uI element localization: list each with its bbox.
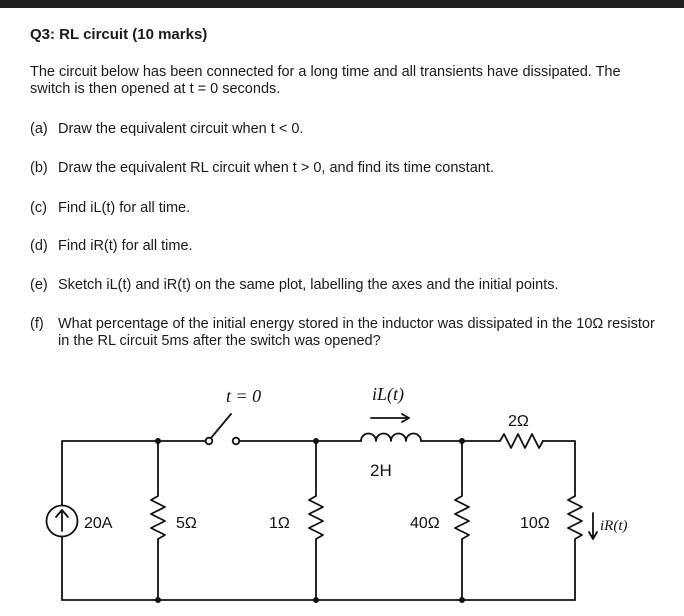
part-d-text: Find iR(t) for all time. <box>58 238 193 254</box>
inductor <box>361 434 421 441</box>
resistor-1-zigzag <box>309 441 323 600</box>
node-dot-2 <box>313 438 319 444</box>
resistor-10-label: 10Ω <box>520 515 550 532</box>
part-f-label: (f) <box>30 316 44 332</box>
node-dot-4 <box>155 597 161 603</box>
node-dot-6 <box>459 597 465 603</box>
resistor-10-zigzag <box>568 496 582 600</box>
part-c-label: (c) <box>30 200 47 216</box>
part-a-label: (a) <box>30 121 48 137</box>
node-dot-1 <box>155 438 161 444</box>
part-a-text: Draw the equivalent circuit when t < 0. <box>58 121 304 137</box>
part-d-label: (d) <box>30 238 48 254</box>
node-dot-5 <box>313 597 319 603</box>
inductor-value-label: 2H <box>370 461 392 480</box>
part-f-text: What percentage of the initial energy stored in the inductor was dissipated in the 10Ω resistor in the RL circuit 5ms after the switch was opened? <box>58 316 655 349</box>
inductor-current-arrow <box>371 414 409 422</box>
wire-top-far-right <box>543 441 575 496</box>
part-b-label: (b) <box>30 160 48 176</box>
resistor-40-zigzag <box>455 441 469 600</box>
resistor-current-arrow <box>589 513 597 539</box>
resistor-5-label: 5Ω <box>176 515 197 532</box>
question-title: Q3: RL circuit (10 marks) <box>30 26 208 43</box>
source-value-label: 20A <box>84 515 113 532</box>
inductor-current-label: iL(t) <box>372 384 405 404</box>
question-intro: The circuit below has been connected for a long time and all transients have dissipated. The switch is then opened at t = 0 seconds. <box>30 64 621 97</box>
resistor-2-zigzag <box>500 434 543 448</box>
resistor-5-zigzag <box>151 441 165 600</box>
switch-blade <box>211 414 231 438</box>
part-c-text: Find iL(t) for all time. <box>58 200 191 216</box>
resistor-2-label: 2Ω <box>508 413 529 430</box>
switch-label: t = 0 <box>226 386 262 406</box>
resistor-current-label: iR(t) <box>600 518 628 534</box>
resistor-40-label: 40Ω <box>410 515 440 532</box>
part-e-text: Sketch iL(t) and iR(t) on the same plot, labelling the axes and the initial points. <box>58 277 559 293</box>
part-b-text: Draw the equivalent RL circuit when t > 0, and find its time constant. <box>58 160 494 176</box>
resistor-1-label: 1Ω <box>269 515 290 532</box>
node-dot-3 <box>459 438 465 444</box>
part-e-label: (e) <box>30 277 48 293</box>
